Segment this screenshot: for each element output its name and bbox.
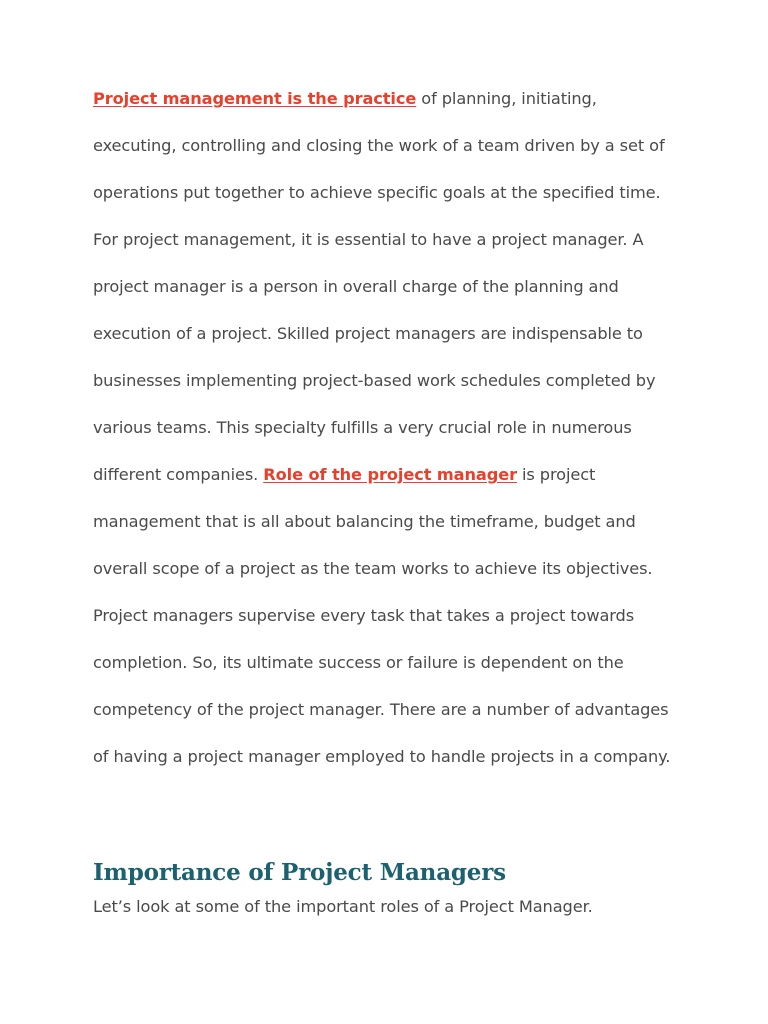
paragraph-text-1: of planning, initiating, executing, controlling and closing the work of a team driven by a set of operations put together to achieve specific goals at the specified time. For project management, it is essential to have a project manager. A project manager is a person in overall charge of the planning and execution of a project. Skilled project managers are indispensable to businesses implementing project-based work schedules completed by various teams. This specialty fulfills a very crucial role in numerous different companies.: [93, 89, 665, 484]
intro-paragraph: [93, 75, 685, 780]
role-of-project-manager-link[interactable]: Role of the project manager: [263, 465, 517, 484]
document-page: [93, 75, 685, 916]
project-management-link[interactable]: Project management is the practice: [93, 89, 417, 108]
section-heading: Importance of Project Managers: [93, 859, 506, 886]
section-intro: Let’s look at some of the important roles of a Project Manager.: [93, 897, 593, 916]
paragraph-text-2: is project management that is all about balancing the timeframe, budget and overall scope of a project as the team works to achieve its objectives. Project managers supervise every task that takes a project towards completion. So, its ultimate success or failure is dependent on the competency of the project manager. There are a number of advantages of having a project manager employed to handle projects in a company.: [93, 465, 671, 766]
